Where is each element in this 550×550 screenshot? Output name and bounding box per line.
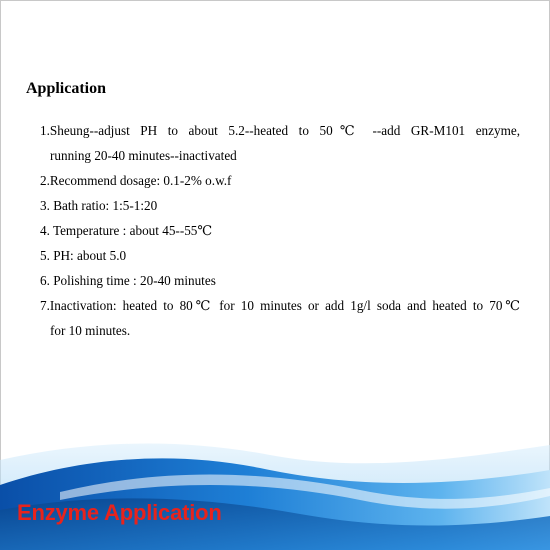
application-list: [40, 118, 520, 343]
item-7-line-1: 7.Inactivation: heated to 80℃ for 10 minutes or add 1g/l soda and heated to 70℃: [40, 298, 520, 313]
item-2-text: 2.Recommend dosage: 0.1-2% o.w.f: [40, 173, 232, 188]
item-1-line-1: 1.Sheung--adjust PH to about 5.2--heated to 50℃ --add GR-M101 enzyme,: [40, 123, 520, 138]
item-6-text: 6. Polishing time : 20-40 minutes: [40, 273, 216, 288]
item-7-line-2: for 10 minutes.: [50, 323, 131, 338]
list-item: [40, 293, 520, 343]
banner-title: Enzyme Application: [17, 500, 222, 525]
item-3-text: 3. Bath ratio: 1:5-1:20: [40, 198, 158, 213]
list-item: [40, 268, 520, 293]
item-1-line-2: running 20-40 minutes--inactivated: [50, 148, 237, 163]
list-item: [40, 243, 520, 268]
list-item: [40, 168, 520, 193]
wave-banner-graphic: [0, 430, 550, 550]
list-item: [40, 218, 520, 243]
section-heading: Application: [26, 80, 107, 97]
item-5-text: 5. PH: about 5.0: [40, 248, 127, 263]
list-item: [40, 118, 520, 168]
list-item: [40, 193, 520, 218]
item-4-text: 4. Temperature : about 45--55℃: [40, 223, 213, 238]
